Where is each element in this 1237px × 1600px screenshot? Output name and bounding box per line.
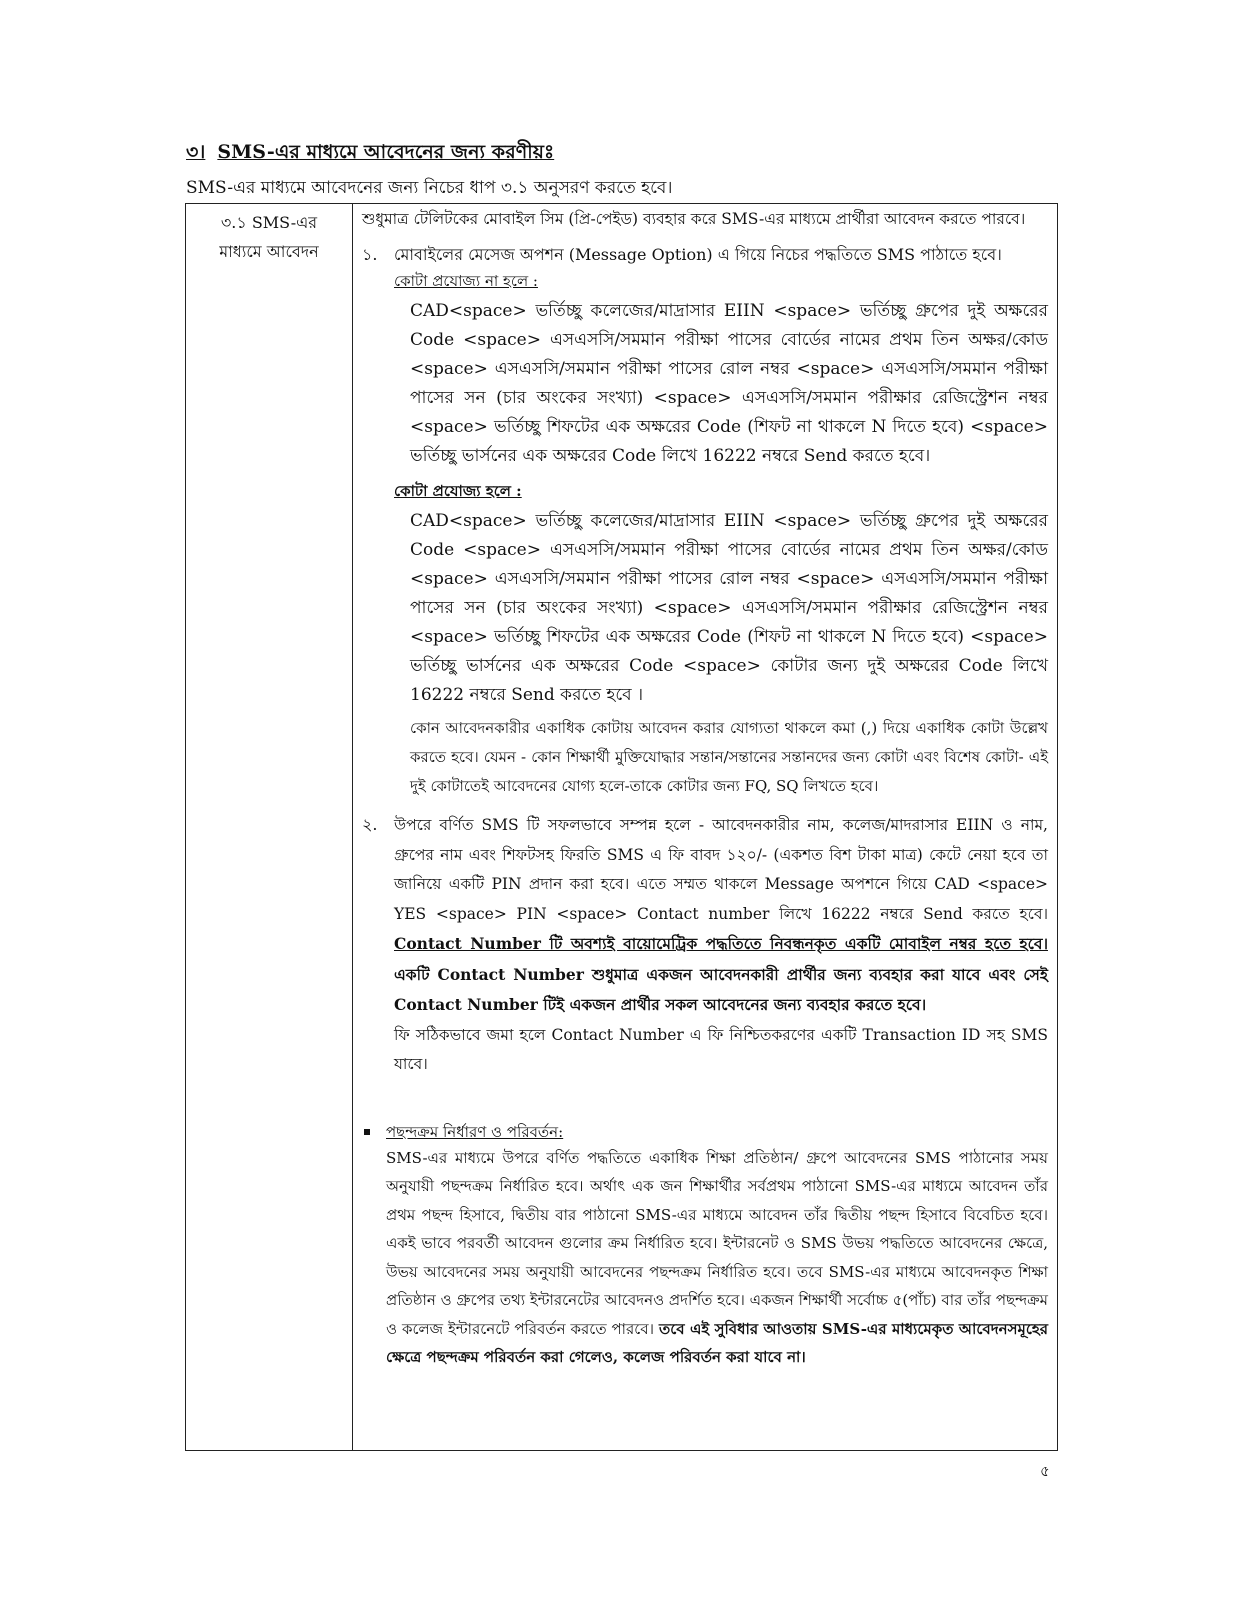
section-heading [186, 138, 554, 170]
step-2-marker: ২. [362, 815, 378, 834]
page-number: ৫ [1040, 1462, 1050, 1480]
left-cell-line2: মাধ্যমে আবেদন [219, 242, 319, 261]
step-1-marker: ১. [362, 245, 378, 264]
preference-text [362, 1144, 1048, 1372]
table-intro-paragraph: শুধুমাত্র টেলিটকের মোবাইল সিম (প্রি-পেইড) ব্যবহার করে SMS-এর মাধ্যমে প্রার্থীরা আবেদন করতে পারবে। [362, 210, 1026, 228]
step-1 [362, 241, 1048, 801]
preference-heading [362, 1120, 1048, 1144]
step-2-text-main: উপরে বর্ণিত SMS টি সফলভাবে সম্পন্ন হলে - আবেদনকারীর নাম, কলেজ/মাদরাসার EIIN ও নাম, গ্রুপের নাম এবং শিফটসহ ফিরতি SMS এ ফি বাবদ ১২০/- (একশত বিশ টাকা মাত্র) কেটে নেয়া হবে তা জানিয়ে একটি PIN প্রদান করা হবে। এতে সম্মত থাকলে Message অপশনে গিয়ে CAD <space> YES <space> PIN <space> Contact number লিখে 16222 নম্বরে Send করতে হবে। [394, 816, 1048, 923]
section-number: ৩। [186, 141, 206, 163]
no-quota-sms-format: CAD<space> ভর্তিচ্ছু কলেজের/মাদ্রাসার EIIN <space> ভর্তিচ্ছু গ্রুপের দুই অক্ষরের Code <space> এসএসসি/সমমান পরীক্ষা পাসের বোর্ডের নামের প্রথম তিন অক্ষর/কোড <space> এসএসসি/সমমান পরীক্ষা পাসের রোল নম্বর <space> এসএসসি/সমমান পরীক্ষা পাসের সন (চার অংকের সংখ্যা) <space> এসএসসি/সমমান পরীক্ষার রেজিস্ট্রেশন নম্বর <space> ভর্তিচ্ছু শিফটের এক অক্ষরের Code (শিফট না থাকলে N দিতে হবে) <space> ভর্তিচ্ছু ভার্সনের এক অক্ষরের Code লিখে 16222 নম্বরে Send করতে হবে। [410, 301, 1048, 466]
section-intro: SMS-এর মাধ্যমে আবেদনের জন্য নিচের ধাপ ৩.১ অনুসরণ করতে হবে। [186, 178, 673, 198]
quota-label: কোটা প্রযোজ্য হলে : [394, 482, 522, 500]
left-cell-line1: ৩.১ SMS-এর [220, 213, 318, 232]
preference-text-main: SMS-এর মাধ্যমে উপরে বর্ণিত পদ্ধতিতে একাধিক শিক্ষা প্রতিষ্ঠান/ গ্রুপে আবেদনের SMS পাঠানোর সময় অনুযায়ী পছন্দক্রম নির্ধারিত হবে। অর্থাৎ এক জন শিক্ষার্থীর সর্বপ্রথম পাঠানো SMS-এর মাধ্যমে আবেদন তাঁর প্রথম পছন্দ হিসাবে, দ্বিতীয় বার পাঠানো SMS-এর মাধ্যমে আবেদন তাঁর দ্বিতীয় পছন্দ হিসাবে বিবেচিত হবে। একই ভাবে পরবর্তী আবেদন গুলোর ক্রম নির্ধারিত হবে। ইন্টারনেট ও SMS উভয় পদ্ধতিতে আবেদনের ক্ষেত্রে, উভয় আবেদনের সময় অনুযায়ী আবেদনের পছন্দক্রম নির্ধারিত হবে। তবে SMS-এর মাধ্যমে আবেদনকৃত শিক্ষা প্রতিষ্ঠান ও গ্রুপের তথ্য ইন্টারনেটের আবেদনও প্রদর্শিত হবে। একজন শিক্ষার্থী সর্বোচ্চ ৫(পাঁচ) বার তাঁর পছন্দক্রম ও কলেজ ইন্টারনেটে পরিবর্তন করতে পারবে। [386, 1148, 1048, 1338]
no-quota-label: কোটা প্রযোজ্য না হলে : [394, 272, 538, 290]
preference-text-note: তবে এই সুবিধার আওতায় SMS-এর মাধ্যমেকৃত আবেদনসমূহের ক্ষেত্রে পছন্দক্রম পরিবর্তন করা গেলেও, কলেজ পরিবর্তন করা যাবে না। [386, 1319, 1048, 1366]
quota-note: কোন আবেদনকারীর একাধিক কোটায় আবেদন করার যোগ্যতা থাকলে কমা (,) দিয়ে একাধিক কোটা উল্লেখ করতে হবে। যেমন - কোন শিক্ষার্থী মুক্তিযোদ্ধার সন্তান/সন্তানের সন্তানদের জন্য কোটা এবং বিশেষ কোটা- এই দুই কোটাতেই আবেদনের যোগ্য হলে-তাকে কোটার জন্য FQ, SQ লিখতে হবে। [410, 719, 1048, 795]
step-2-contact-usage: একটি Contact Number শুধুমাত্র একজন আবেদনকারী প্রার্থীর জন্য ব্যবহার করা যাবে এবং সেই Contact Number টিই একজন প্রার্থীর সকল আবেদনের জন্য ব্যবহার করতে হবে। [394, 964, 1048, 1014]
step-1-text: মোবাইলের মেসেজ অপশন (Message Option) এ গিয়ে নিচের পদ্ধতিতে SMS পাঠাতে হবে। [394, 245, 1002, 264]
preference-section [362, 1120, 1048, 1372]
bullet-square-icon [364, 1129, 370, 1135]
table-left-cell [186, 208, 352, 266]
preference-heading-text: পছন্দক্রম নির্ধারণ ও পরিবর্তন: [386, 1122, 564, 1141]
section-title: SMS-এর মাধ্যমে আবেদনের জন্য করণীয়ঃ [217, 141, 555, 163]
quota-sms-format: CAD<space> ভর্তিচ্ছু কলেজের/মাদ্রাসার EIIN <space> ভর্তিচ্ছু গ্রুপের দুই অক্ষরের Code <space> এসএসসি/সমমান পরীক্ষা পাসের বোর্ডের নামের প্রথম তিন অক্ষর/কোড <space> এসএসসি/সমমান পরীক্ষা পাসের রোল নম্বর <space> এসএসসি/সমমান পরীক্ষা পাসের সন (চার অংকের সংখ্যা) <space> এসএসসি/সমমান পরীক্ষার রেজিস্ট্রেশন নম্বর <space> ভর্তিচ্ছু শিফটের এক অক্ষরের Code (শিফট না থাকলে N দিতে হবে) <space> ভর্তিচ্ছু ভার্সনের এক অক্ষরের Code <space> কোটার জন্য দুই অক্ষরের Code লিখে 16222 নম্বরে Send করতে হবে । [410, 511, 1048, 705]
step-2-contact-requirement: Contact Number টি অবশ্যই বায়োমেট্রিক পদ্ধতিতে নিবন্ধনকৃত একটি মোবাইল নম্বর হতে হবে। [394, 934, 1048, 953]
table-right-cell [362, 205, 1048, 1372]
table-column-divider [352, 203, 353, 1451]
step-2-fee-text: ফি সঠিকভাবে জমা হলে Contact Number এ ফি নিশ্চিতকরণের একটি Transaction ID সহ SMS যাবে। [394, 1025, 1048, 1073]
step-2 [362, 811, 1048, 1080]
step-2-text [394, 811, 1048, 1021]
